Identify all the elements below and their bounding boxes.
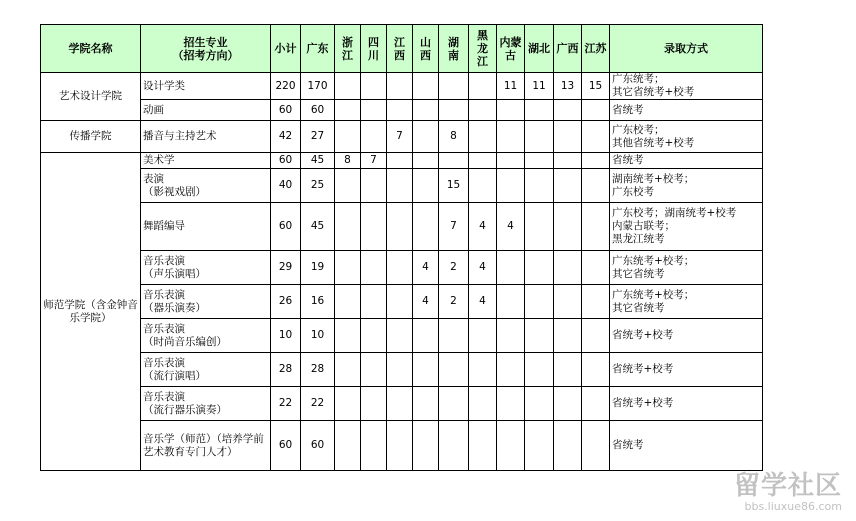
quota-cell-hn <box>439 100 469 121</box>
quota-cell-jx: 7 <box>387 121 413 153</box>
quota-cell-hb <box>525 121 554 153</box>
admission-method-cell: 湖南统考+校考； 广东校考 <box>610 169 763 203</box>
table-row <box>41 421 763 471</box>
quota-cell-sc <box>361 353 387 387</box>
quota-cell-gd: 10 <box>301 319 335 353</box>
quota-cell-subtotal: 26 <box>271 285 301 319</box>
quota-cell-zj <box>335 100 361 121</box>
college-name-cell: 艺术设计学院 <box>41 73 141 121</box>
quota-cell-subtotal: 60 <box>271 153 301 169</box>
table-row <box>41 251 763 285</box>
quota-cell-hb <box>525 153 554 169</box>
table-body <box>41 73 763 471</box>
quota-cell-js: 15 <box>582 73 610 100</box>
header-jiangsu: 江苏 <box>582 25 610 73</box>
quota-cell-sc <box>361 319 387 353</box>
table-row <box>41 169 763 203</box>
admission-method-cell: 省统考+校考 <box>610 319 763 353</box>
quota-cell-subtotal: 60 <box>271 203 301 251</box>
header-jiangxi-label: 江西 <box>394 35 405 62</box>
quota-cell-js <box>582 421 610 471</box>
quota-cell-gx <box>554 387 582 421</box>
quota-cell-gd: 170 <box>301 73 335 100</box>
quota-cell-sx <box>413 421 439 471</box>
quota-cell-sx <box>413 169 439 203</box>
quota-cell-nmg: 4 <box>497 203 525 251</box>
quota-cell-jx <box>387 153 413 169</box>
quota-cell-jx <box>387 387 413 421</box>
quota-cell-gd: 27 <box>301 121 335 153</box>
quota-cell-zj <box>335 387 361 421</box>
quota-cell-sc <box>361 421 387 471</box>
quota-cell-jx <box>387 251 413 285</box>
quota-cell-gx <box>554 100 582 121</box>
quota-cell-jx <box>387 100 413 121</box>
quota-cell-sx <box>413 121 439 153</box>
quota-cell-js <box>582 353 610 387</box>
header-zhejiang-label: 浙江 <box>342 35 353 62</box>
quota-cell-js <box>582 319 610 353</box>
quota-cell-hn <box>439 153 469 169</box>
quota-cell-subtotal: 10 <box>271 319 301 353</box>
quota-cell-gx <box>554 319 582 353</box>
college-name-cell: 传播学院 <box>41 121 141 153</box>
quota-cell-hlj <box>469 319 497 353</box>
quota-cell-nmg <box>497 353 525 387</box>
quota-cell-nmg <box>497 285 525 319</box>
quota-cell-subtotal: 220 <box>271 73 301 100</box>
header-hubei: 湖北 <box>525 25 554 73</box>
quota-cell-sx <box>413 319 439 353</box>
quota-cell-hb <box>525 387 554 421</box>
quota-cell-hb <box>525 169 554 203</box>
table-row <box>41 319 763 353</box>
admissions-table-container <box>40 24 763 471</box>
quota-cell-hlj <box>469 353 497 387</box>
admission-method-cell: 广东校考；湖南统考+校考 内蒙古联考； 黑龙江统考 <box>610 203 763 251</box>
quota-cell-js <box>582 285 610 319</box>
quota-cell-sc <box>361 251 387 285</box>
quota-cell-hlj: 4 <box>469 203 497 251</box>
quota-cell-hb <box>525 285 554 319</box>
quota-cell-js <box>582 169 610 203</box>
quota-cell-sc <box>361 73 387 100</box>
quota-cell-sx <box>413 153 439 169</box>
quota-cell-hlj <box>469 121 497 153</box>
quota-cell-zj <box>335 421 361 471</box>
quota-cell-hb <box>525 421 554 471</box>
quota-cell-gx <box>554 285 582 319</box>
admission-method-cell: 省统考 <box>610 421 763 471</box>
quota-cell-gd: 45 <box>301 153 335 169</box>
quota-cell-gx <box>554 353 582 387</box>
quota-cell-nmg <box>497 153 525 169</box>
quota-cell-hn: 2 <box>439 285 469 319</box>
major-cell: 设计学类 <box>141 73 271 100</box>
major-cell: 音乐表演 （器乐演奏） <box>141 285 271 319</box>
quota-cell-zj: 8 <box>335 153 361 169</box>
quota-cell-jx <box>387 73 413 100</box>
quota-cell-subtotal: 28 <box>271 353 301 387</box>
quota-cell-sx: 4 <box>413 251 439 285</box>
quota-cell-subtotal: 40 <box>271 169 301 203</box>
admission-method-cell: 省统考 <box>610 100 763 121</box>
header-college: 学院名称 <box>41 25 141 73</box>
quota-cell-nmg <box>497 169 525 203</box>
quota-cell-sc <box>361 203 387 251</box>
quota-cell-nmg <box>497 100 525 121</box>
quota-cell-hlj <box>469 169 497 203</box>
quota-cell-hn <box>439 319 469 353</box>
quota-cell-zj <box>335 353 361 387</box>
quota-cell-gd: 22 <box>301 387 335 421</box>
header-sichuan-label: 四川 <box>368 35 379 62</box>
major-cell: 音乐表演 （流行演唱） <box>141 353 271 387</box>
quota-cell-nmg <box>497 387 525 421</box>
quota-cell-zj <box>335 285 361 319</box>
quota-cell-hn <box>439 387 469 421</box>
quota-cell-zj <box>335 169 361 203</box>
quota-cell-hb <box>525 100 554 121</box>
quota-cell-hlj <box>469 73 497 100</box>
header-subtotal: 小计 <box>271 25 301 73</box>
table-row <box>41 73 763 100</box>
quota-cell-subtotal: 60 <box>271 100 301 121</box>
admission-method-cell: 广东统考+校考； 其它省统考 <box>610 251 763 285</box>
quota-cell-jx <box>387 319 413 353</box>
major-cell: 播音与主持艺术 <box>141 121 271 153</box>
header-hunan <box>439 25 469 73</box>
quota-cell-hn: 2 <box>439 251 469 285</box>
quota-cell-gx <box>554 169 582 203</box>
header-heilongjiang <box>469 25 497 73</box>
major-cell: 音乐表演 （声乐演唱） <box>141 251 271 285</box>
quota-cell-js <box>582 251 610 285</box>
quota-cell-sx <box>413 353 439 387</box>
quota-cell-sx: 4 <box>413 285 439 319</box>
quota-cell-nmg <box>497 421 525 471</box>
quota-cell-sx <box>413 73 439 100</box>
header-hunan-label: 湖南 <box>448 35 459 62</box>
quota-cell-jx <box>387 421 413 471</box>
quota-cell-sc: 7 <box>361 153 387 169</box>
header-major: 招生专业 （招考方向） <box>141 25 271 73</box>
table-row <box>41 121 763 153</box>
table-row <box>41 353 763 387</box>
header-neimenggu-label: 内蒙古 <box>499 35 522 62</box>
header-heilongjiang-label: 黑龙江 <box>477 29 488 68</box>
quota-cell-jx <box>387 353 413 387</box>
table-row <box>41 203 763 251</box>
quota-cell-gd: 25 <box>301 169 335 203</box>
quota-cell-jx <box>387 203 413 251</box>
quota-cell-subtotal: 60 <box>271 421 301 471</box>
quota-cell-gx <box>554 153 582 169</box>
quota-cell-hlj <box>469 387 497 421</box>
quota-cell-js <box>582 100 610 121</box>
quota-cell-nmg <box>497 121 525 153</box>
quota-cell-nmg <box>497 319 525 353</box>
admission-method-cell: 广东统考+校考； 其它省统考 <box>610 285 763 319</box>
quota-cell-subtotal: 42 <box>271 121 301 153</box>
quota-cell-sc <box>361 121 387 153</box>
quota-cell-gd: 16 <box>301 285 335 319</box>
admission-method-cell: 广东统考； 其它省统考+校考 <box>610 73 763 100</box>
table-header-row <box>41 25 763 73</box>
header-neimenggu <box>497 25 525 73</box>
quota-cell-js <box>582 121 610 153</box>
quota-cell-hn: 15 <box>439 169 469 203</box>
quota-cell-sc <box>361 285 387 319</box>
admission-method-cell: 广东校考； 其他省统考+校考 <box>610 121 763 153</box>
header-shanxi <box>413 25 439 73</box>
quota-cell-sc <box>361 169 387 203</box>
quota-cell-hlj <box>469 100 497 121</box>
major-cell: 音乐学（师范）（培养学前艺术教育专门人才） <box>141 421 271 471</box>
quota-cell-sx <box>413 387 439 421</box>
quota-cell-subtotal: 22 <box>271 387 301 421</box>
table-row <box>41 285 763 319</box>
admission-method-cell: 省统考 <box>610 153 763 169</box>
quota-cell-subtotal: 29 <box>271 251 301 285</box>
quota-cell-js <box>582 203 610 251</box>
college-name-cell: 师范学院（含金钟音乐学院） <box>41 153 141 471</box>
quota-cell-gx <box>554 121 582 153</box>
site-watermark <box>734 465 842 513</box>
quota-cell-zj <box>335 73 361 100</box>
quota-cell-hb <box>525 203 554 251</box>
quota-cell-gd: 28 <box>301 353 335 387</box>
quota-cell-jx <box>387 169 413 203</box>
quota-cell-nmg: 11 <box>497 73 525 100</box>
table-row <box>41 387 763 421</box>
header-guangdong: 广东 <box>301 25 335 73</box>
quota-cell-sx <box>413 100 439 121</box>
quota-cell-hlj: 4 <box>469 285 497 319</box>
admission-method-cell: 省统考+校考 <box>610 353 763 387</box>
quota-cell-hn: 8 <box>439 121 469 153</box>
header-shanxi-label: 山西 <box>420 35 431 62</box>
quota-cell-gd: 60 <box>301 100 335 121</box>
major-cell: 表演 （影视戏剧） <box>141 169 271 203</box>
header-zhejiang <box>335 25 361 73</box>
header-method: 录取方式 <box>610 25 763 73</box>
major-cell: 音乐表演 （时尚音乐编创） <box>141 319 271 353</box>
quota-cell-gd: 19 <box>301 251 335 285</box>
quota-cell-zj <box>335 121 361 153</box>
quota-cell-gd: 60 <box>301 421 335 471</box>
header-sichuan <box>361 25 387 73</box>
quota-cell-gx: 13 <box>554 73 582 100</box>
quota-cell-hlj <box>469 421 497 471</box>
quota-cell-js <box>582 153 610 169</box>
quota-cell-hn: 7 <box>439 203 469 251</box>
quota-cell-gx <box>554 421 582 471</box>
quota-cell-gx <box>554 251 582 285</box>
quota-cell-gx <box>554 203 582 251</box>
major-cell: 舞蹈编导 <box>141 203 271 251</box>
watermark-logo: 留学社区 <box>733 471 842 501</box>
quota-cell-js <box>582 387 610 421</box>
major-cell: 动画 <box>141 100 271 121</box>
header-guangxi: 广西 <box>554 25 582 73</box>
header-jiangxi <box>387 25 413 73</box>
quota-cell-hlj <box>469 153 497 169</box>
quota-cell-hb <box>525 319 554 353</box>
quota-cell-sc <box>361 100 387 121</box>
quota-cell-hlj: 4 <box>469 251 497 285</box>
admissions-table <box>40 24 763 471</box>
quota-cell-zj <box>335 203 361 251</box>
major-cell: 美术学 <box>141 153 271 169</box>
quota-cell-hn <box>439 73 469 100</box>
quota-cell-nmg <box>497 251 525 285</box>
quota-cell-sc <box>361 387 387 421</box>
major-cell: 音乐表演 （流行器乐演奏） <box>141 387 271 421</box>
table-row <box>41 100 763 121</box>
quota-cell-hb <box>525 353 554 387</box>
quota-cell-zj <box>335 319 361 353</box>
watermark-url: bbs.liuxue86.com <box>744 500 842 513</box>
quota-cell-hn <box>439 353 469 387</box>
quota-cell-zj <box>335 251 361 285</box>
quota-cell-hb <box>525 251 554 285</box>
quota-cell-hb: 11 <box>525 73 554 100</box>
quota-cell-jx <box>387 285 413 319</box>
quota-cell-sx <box>413 203 439 251</box>
table-row <box>41 153 763 169</box>
admission-method-cell: 省统考+校考 <box>610 387 763 421</box>
quota-cell-hn <box>439 421 469 471</box>
quota-cell-gd: 45 <box>301 203 335 251</box>
